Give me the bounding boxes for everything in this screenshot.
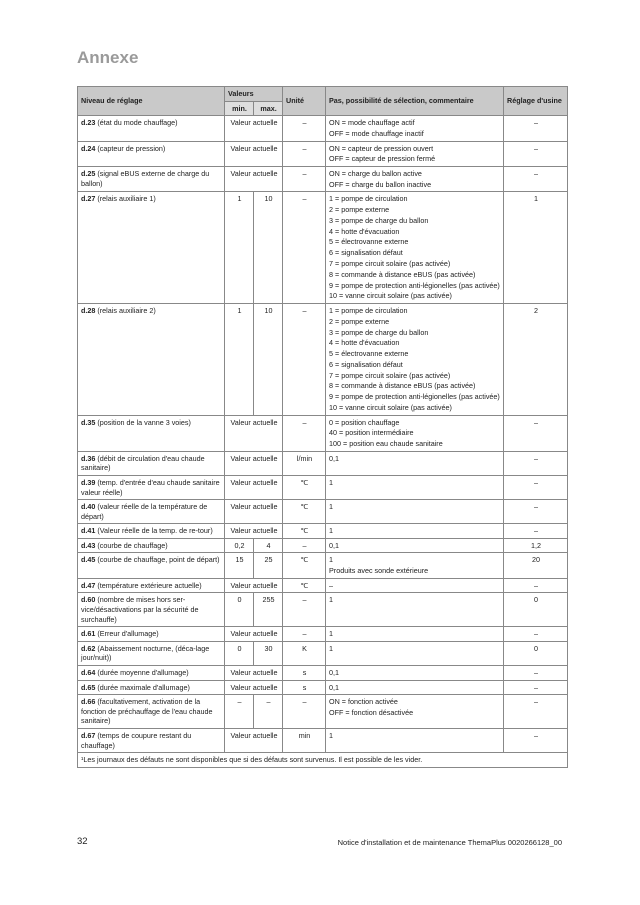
setting-description: (état du mode chauffage) bbox=[97, 118, 178, 128]
option-line: ON = charge du ballon active bbox=[329, 168, 422, 178]
value-range-cell: Valeur actuelle bbox=[225, 500, 283, 524]
unit-cell: K bbox=[283, 641, 326, 665]
setting-level-cell bbox=[78, 695, 225, 729]
option-line: 0,1 bbox=[329, 540, 340, 550]
unit-cell: min bbox=[283, 728, 326, 752]
option-line: 9 = pompe de protection anti-légionelles (pas activée) bbox=[329, 280, 500, 290]
value-range-cell: Valeur actuelle bbox=[225, 141, 283, 166]
option-line: OFF = mode chauffage inactif bbox=[329, 128, 424, 138]
option-line: OFF = fonction désactivée bbox=[329, 707, 414, 717]
factory-setting-cell: – bbox=[504, 166, 568, 191]
setting-description: (durée moyenne d'allumage) bbox=[97, 668, 189, 677]
options-cell bbox=[326, 116, 504, 141]
setting-code: d.47 bbox=[81, 580, 96, 590]
setting-level-cell bbox=[78, 524, 225, 539]
setting-level-cell bbox=[78, 627, 225, 642]
unit-cell: – bbox=[283, 538, 326, 553]
setting-description: (position de la vanne 3 voies) bbox=[97, 417, 191, 427]
option-line: 1 bbox=[329, 526, 334, 536]
max-value-cell: 10 bbox=[254, 303, 283, 415]
unit-cell: l/min bbox=[283, 451, 326, 475]
setting-description: (facultativement, activation de la fonction de préchauffage de l'eau chaude sanitaire) bbox=[81, 697, 213, 726]
footnote-row bbox=[78, 753, 568, 768]
setting-description: (durée maximale d'allumage) bbox=[97, 682, 190, 692]
factory-setting-cell: – bbox=[504, 524, 568, 539]
setting-description: (valeur réelle de la température de départ) bbox=[81, 502, 208, 521]
setting-description: (temp. d'entrée d'eau chaude sanitaire valeur réelle) bbox=[81, 477, 220, 497]
max-value-cell: 10 bbox=[254, 192, 283, 304]
header-max: max. bbox=[254, 101, 283, 116]
unit-cell: – bbox=[283, 166, 326, 191]
setting-code: d.36 bbox=[81, 453, 96, 463]
options-cell bbox=[326, 538, 504, 553]
option-line: Produits avec sonde extérieure bbox=[329, 566, 429, 576]
option-line: 0,1 bbox=[329, 668, 340, 677]
setting-level-cell bbox=[78, 303, 225, 415]
settings-table bbox=[77, 86, 568, 768]
option-line: 1 bbox=[329, 502, 334, 512]
value-range-cell: Valeur actuelle bbox=[225, 415, 283, 451]
options-cell bbox=[326, 728, 504, 752]
option-line: 5 = électrovanne externe bbox=[329, 237, 409, 247]
table-row bbox=[78, 192, 568, 304]
option-line: 1 bbox=[329, 595, 334, 605]
setting-level-cell bbox=[78, 666, 225, 681]
table-row bbox=[78, 500, 568, 524]
value-range-cell: Valeur actuelle bbox=[225, 680, 283, 695]
setting-level-cell bbox=[78, 593, 225, 627]
setting-description: (relais auxiliaire 2) bbox=[97, 305, 156, 315]
options-cell bbox=[326, 303, 504, 415]
options-cell bbox=[326, 641, 504, 665]
options-cell bbox=[326, 451, 504, 475]
value-range-cell: Valeur actuelle bbox=[225, 524, 283, 539]
unit-cell: s bbox=[283, 666, 326, 681]
factory-setting-cell: 1,2 bbox=[504, 538, 568, 553]
setting-code: d.65 bbox=[81, 682, 96, 692]
factory-setting-cell: – bbox=[504, 666, 568, 681]
min-value-cell: 1 bbox=[225, 192, 254, 304]
factory-setting-cell: – bbox=[504, 728, 568, 752]
option-line: 8 = commande à distance eBUS (pas activée) bbox=[329, 381, 476, 391]
unit-cell: – bbox=[283, 593, 326, 627]
option-line: 9 = pompe de protection anti-légionelles (pas activée) bbox=[329, 392, 500, 402]
max-value-cell: 255 bbox=[254, 593, 283, 627]
factory-setting-cell: – bbox=[504, 141, 568, 166]
footnote: ¹Les journaux des défauts ne sont disponibles que si des défauts sont survenus. Il est possible de les vider. bbox=[78, 753, 568, 768]
unit-cell: – bbox=[283, 303, 326, 415]
table-row bbox=[78, 680, 568, 695]
value-range-cell: Valeur actuelle bbox=[225, 578, 283, 593]
header-min: min. bbox=[225, 101, 254, 116]
factory-setting-cell: 0 bbox=[504, 641, 568, 665]
setting-code: d.41 bbox=[81, 526, 96, 536]
table-row bbox=[78, 627, 568, 642]
factory-setting-cell: 20 bbox=[504, 553, 568, 578]
options-cell bbox=[326, 500, 504, 524]
option-line: 1 bbox=[329, 555, 334, 565]
setting-code: d.64 bbox=[81, 668, 96, 677]
option-line: 1 = pompe de circulation bbox=[329, 305, 408, 315]
unit-cell: ℃ bbox=[283, 500, 326, 524]
setting-level-cell bbox=[78, 475, 225, 499]
setting-level-cell bbox=[78, 641, 225, 665]
options-cell bbox=[326, 666, 504, 681]
value-range-cell: Valeur actuelle bbox=[225, 728, 283, 752]
option-line: OFF = capteur de pression fermé bbox=[329, 154, 436, 164]
setting-code: d.25 bbox=[81, 168, 96, 178]
options-cell bbox=[326, 141, 504, 166]
setting-code: d.39 bbox=[81, 477, 96, 487]
option-line: OFF = charge du ballon inactive bbox=[329, 179, 432, 189]
header-pas: Pas, possibilité de sélection, commentaire bbox=[326, 87, 504, 116]
unit-cell: – bbox=[283, 695, 326, 729]
table-row bbox=[78, 166, 568, 191]
setting-code: d.40 bbox=[81, 502, 96, 512]
option-line: 10 = vanne circuit solaire (pas activée) bbox=[329, 402, 452, 412]
setting-level-cell bbox=[78, 538, 225, 553]
setting-code: d.35 bbox=[81, 417, 96, 427]
table-row bbox=[78, 695, 568, 729]
max-value-cell: 30 bbox=[254, 641, 283, 665]
value-range-cell: Valeur actuelle bbox=[225, 166, 283, 191]
option-line: 2 = pompe externe bbox=[329, 205, 390, 215]
options-cell bbox=[326, 475, 504, 499]
factory-setting-cell: – bbox=[504, 500, 568, 524]
table-row bbox=[78, 475, 568, 499]
min-value-cell: 0,2 bbox=[225, 538, 254, 553]
table-row bbox=[78, 553, 568, 578]
option-line: 4 = hotte d'évacuation bbox=[329, 338, 400, 348]
option-line: 1 = pompe de circulation bbox=[329, 194, 408, 204]
option-line: 6 = signalisation défaut bbox=[329, 359, 403, 369]
table-row bbox=[78, 141, 568, 166]
section-title: Annexe bbox=[77, 48, 139, 67]
setting-description: (Valeur réelle de la temp. de re-tour) bbox=[97, 526, 213, 536]
options-cell bbox=[326, 593, 504, 627]
setting-code: d.66 bbox=[81, 697, 96, 707]
setting-level-cell bbox=[78, 728, 225, 752]
setting-description: (débit de circulation d'eau chaude sanitaire) bbox=[81, 453, 205, 473]
option-line: – bbox=[329, 580, 334, 590]
header-reglage: Réglage d'usine bbox=[504, 87, 568, 116]
min-value-cell: – bbox=[225, 695, 254, 729]
setting-description: (nombre de mises hors ser-vice/désactivations par la sécurité de surchauffe) bbox=[81, 595, 199, 624]
options-cell bbox=[326, 553, 504, 578]
options-cell bbox=[326, 695, 504, 729]
setting-code: d.43 bbox=[81, 540, 96, 550]
option-line: ON = capteur de pression ouvert bbox=[329, 143, 434, 153]
max-value-cell: 25 bbox=[254, 553, 283, 578]
factory-setting-cell: – bbox=[504, 116, 568, 141]
option-line: ON = fonction activée bbox=[329, 697, 398, 707]
options-cell bbox=[326, 627, 504, 642]
unit-cell: – bbox=[283, 192, 326, 304]
factory-setting-cell: 0 bbox=[504, 593, 568, 627]
table-row bbox=[78, 303, 568, 415]
setting-level-cell bbox=[78, 116, 225, 141]
setting-level-cell bbox=[78, 166, 225, 191]
options-cell bbox=[326, 524, 504, 539]
setting-description: (température extérieure actuelle) bbox=[97, 580, 202, 590]
value-range-cell: Valeur actuelle bbox=[225, 116, 283, 141]
setting-code: d.60 bbox=[81, 595, 96, 605]
factory-setting-cell: – bbox=[504, 415, 568, 451]
setting-level-cell bbox=[78, 141, 225, 166]
unit-cell: ℃ bbox=[283, 578, 326, 593]
option-line: 4 = hotte d'évacuation bbox=[329, 226, 400, 236]
header-niveau: Niveau de réglage bbox=[78, 87, 225, 116]
setting-code: d.23 bbox=[81, 118, 96, 128]
option-line: 7 = pompe circuit solaire (pas activée) bbox=[329, 259, 451, 268]
factory-setting-cell: – bbox=[504, 475, 568, 499]
header-unite: Unité bbox=[283, 87, 326, 116]
setting-code: d.28 bbox=[81, 305, 96, 315]
factory-setting-cell: – bbox=[504, 627, 568, 642]
min-value-cell: 15 bbox=[225, 553, 254, 578]
max-value-cell: – bbox=[254, 695, 283, 729]
value-range-cell: Valeur actuelle bbox=[225, 627, 283, 642]
document-title: Notice d'installation et de maintenance ThemaPlus 0020266128_00 bbox=[337, 838, 562, 847]
table-row bbox=[78, 116, 568, 141]
setting-description: (Abaissement nocturne, (déca-lage jour/nuit)) bbox=[81, 643, 210, 663]
setting-description: (signal eBUS externe de charge du ballon) bbox=[81, 168, 210, 188]
table-row bbox=[78, 641, 568, 665]
unit-cell: – bbox=[283, 116, 326, 141]
factory-setting-cell: 1 bbox=[504, 192, 568, 304]
setting-description: (Erreur d'allumage) bbox=[97, 629, 159, 639]
unit-cell: s bbox=[283, 680, 326, 695]
header-valeurs: Valeurs bbox=[225, 87, 283, 102]
factory-setting-cell: – bbox=[504, 695, 568, 729]
unit-cell: ℃ bbox=[283, 524, 326, 539]
table-row bbox=[78, 524, 568, 539]
unit-cell: ℃ bbox=[283, 475, 326, 499]
factory-setting-cell: – bbox=[504, 451, 568, 475]
setting-level-cell bbox=[78, 415, 225, 451]
table-row bbox=[78, 593, 568, 627]
table-body bbox=[78, 116, 568, 753]
option-line: ON = mode chauffage actif bbox=[329, 118, 415, 128]
table-row bbox=[78, 451, 568, 475]
unit-cell: – bbox=[283, 141, 326, 166]
options-cell bbox=[326, 415, 504, 451]
max-value-cell: 4 bbox=[254, 538, 283, 553]
setting-level-cell bbox=[78, 578, 225, 593]
setting-description: (courbe de chauffage) bbox=[97, 540, 168, 550]
setting-code: d.67 bbox=[81, 730, 96, 740]
setting-code: d.27 bbox=[81, 194, 96, 204]
setting-description: (temps de coupure restant du chauffage) bbox=[81, 730, 192, 750]
option-line: 3 = pompe de charge du ballon bbox=[329, 215, 429, 225]
option-line: 10 = vanne circuit solaire (pas activée) bbox=[329, 291, 452, 301]
table-row bbox=[78, 578, 568, 593]
option-line: 6 = signalisation défaut bbox=[329, 248, 403, 258]
setting-level-cell bbox=[78, 500, 225, 524]
option-line: 100 = position eau chaude sanitaire bbox=[329, 439, 443, 449]
options-cell bbox=[326, 192, 504, 304]
table-row bbox=[78, 728, 568, 752]
setting-code: d.61 bbox=[81, 629, 96, 639]
options-cell bbox=[326, 680, 504, 695]
setting-level-cell bbox=[78, 451, 225, 475]
factory-setting-cell: – bbox=[504, 680, 568, 695]
table-header-row bbox=[78, 87, 568, 102]
table-row bbox=[78, 415, 568, 451]
option-line: 1 bbox=[329, 629, 334, 639]
page-number: 32 bbox=[77, 836, 88, 847]
min-value-cell: 0 bbox=[225, 641, 254, 665]
option-line: 1 bbox=[329, 643, 334, 653]
setting-code: d.24 bbox=[81, 143, 96, 153]
option-line: 0,1 bbox=[329, 682, 340, 692]
value-range-cell: Valeur actuelle bbox=[225, 475, 283, 499]
options-cell bbox=[326, 578, 504, 593]
option-line: 40 = position intermédiaire bbox=[329, 428, 414, 438]
setting-level-cell bbox=[78, 553, 225, 578]
unit-cell: ℃ bbox=[283, 553, 326, 578]
option-line: 8 = commande à distance eBUS (pas activée) bbox=[329, 269, 476, 279]
option-line: 5 = électrovanne externe bbox=[329, 349, 409, 359]
setting-code: d.62 bbox=[81, 643, 96, 653]
setting-description: (relais auxiliaire 1) bbox=[97, 194, 156, 204]
option-line: 1 bbox=[329, 730, 334, 740]
option-line: 3 = pompe de charge du ballon bbox=[329, 327, 429, 337]
options-cell bbox=[326, 166, 504, 191]
setting-level-cell bbox=[78, 192, 225, 304]
setting-description: (capteur de pression) bbox=[97, 143, 166, 153]
unit-cell: – bbox=[283, 415, 326, 451]
min-value-cell: 1 bbox=[225, 303, 254, 415]
min-value-cell: 0 bbox=[225, 593, 254, 627]
option-line: 7 = pompe circuit solaire (pas activée) bbox=[329, 370, 451, 380]
table-row bbox=[78, 666, 568, 681]
factory-setting-cell: – bbox=[504, 578, 568, 593]
setting-level-cell bbox=[78, 680, 225, 695]
option-line: 1 bbox=[329, 477, 334, 487]
setting-code: d.45 bbox=[81, 555, 96, 565]
table-row bbox=[78, 538, 568, 553]
unit-cell: – bbox=[283, 627, 326, 642]
value-range-cell: Valeur actuelle bbox=[225, 666, 283, 681]
value-range-cell: Valeur actuelle bbox=[225, 451, 283, 475]
setting-description: (courbe de chauffage, point de départ) bbox=[97, 555, 220, 565]
option-line: 2 = pompe externe bbox=[329, 316, 390, 326]
factory-setting-cell: 2 bbox=[504, 303, 568, 415]
option-line: 0,1 bbox=[329, 453, 340, 463]
option-line: 0 = position chauffage bbox=[329, 417, 400, 427]
